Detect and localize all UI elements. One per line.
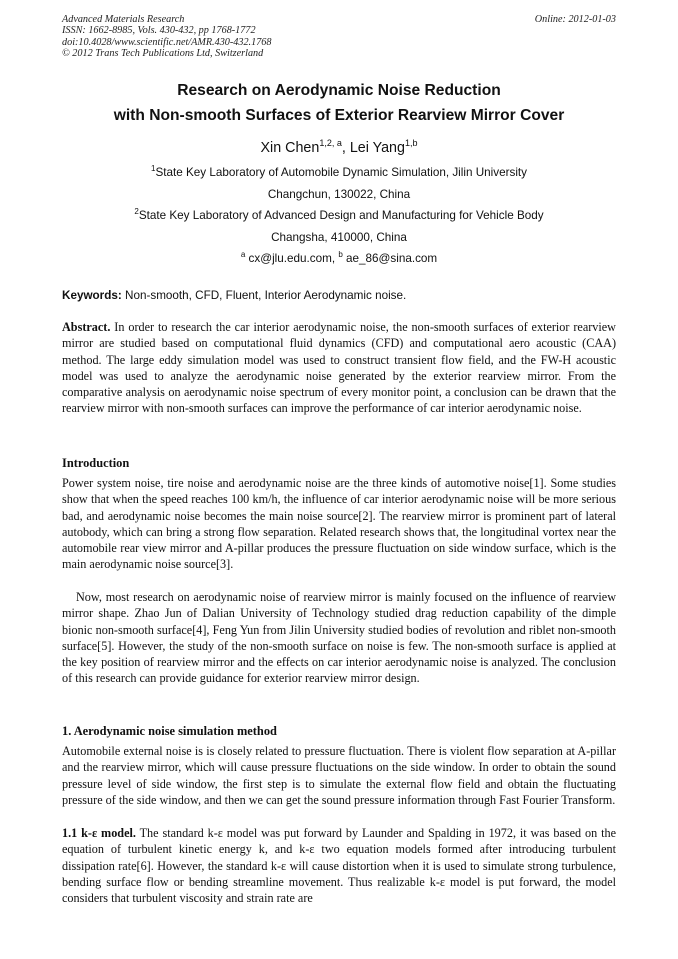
affiliation-2-city: Changsha, 410000, China (271, 231, 407, 244)
section-1-heading: 1. Aerodynamic noise simulation method (62, 724, 277, 738)
introduction-paragraph-1: Power system noise, tire noise and aerodynamic noise are the three kinds of automotive noise[1]. Some studies show that when the speed reaches 100 km/h, the influence of car interior aerodynamic noise will be more serious bad, and aerodynamic noise becomes the main noise source[2]. The rearview mirror is prominent part of lateral autobody, which can bring a strong flow separation. Related research shows that, the longitudinal vortex near the automobile rear view mirror and A-pillar produces the pressure fluctuation on side window surface, which is the main aerodynamic noise source[3]. (62, 476, 616, 572)
affiliation-2 (62, 209, 616, 222)
author-list (62, 140, 616, 156)
affiliation-2-marker: 2 (134, 207, 139, 216)
affiliation-2-text: State Key Laboratory of Advanced Design and Manufacturing for Vehicle Body (138, 209, 544, 222)
abstract (62, 319, 616, 417)
paper-title-line-2: with Non-smooth Surfaces of Exterior Rearview Mirror Cover (113, 107, 565, 124)
journal-header (62, 14, 616, 59)
copyright-line: © 2012 Trans Tech Publications Ltd, Switzerland (62, 47, 264, 59)
section-1-paragraph: Automobile external noise is is closely related to pressure fluctuation. There is violent flow separation at A-pillar and the rearview mirror, which will cause pressure fluctuations on the side window. In order to obtain the sound pressure level of side window, the first step is to simulate the external flow field and obtain the fluctuating pressure of the side window, and then we can get the sound pressure information through Fast Fourier Transform. (62, 744, 616, 807)
keywords-text: Non-smooth, CFD, Fluent, Interior Aerodynamic noise. (121, 289, 407, 302)
affiliation-1 (62, 166, 616, 179)
email-b: ae_86@sina.com (342, 252, 438, 265)
abstract-text: In order to research the car interior aerodynamic noise, the non-smooth surfaces of exterior rearview mirror are studied based on computational fluid dynamics (CFD) and computational aero acoustic (CAA) method. The large eddy simulation model was used to construct transient flow field, and the FW-H acoustic model was used to analyze the aerodynamic noise generated by the exterior rearview mirror. From the comparative analysis on aerodynamic noise spectrum of every monitor point, a conclusion can be drawn that the rearview mirror with non-smooth surfaces can improve the performance of car interior aerodynamic noise. (62, 320, 616, 416)
subsection-1-1-label: 1.1 k-ε model. (62, 826, 136, 840)
email-a: cx@jlu.edu.com, (245, 252, 339, 265)
affiliation-1-text: State Key Laboratory of Automobile Dynamic Simulation, Jilin University (155, 166, 528, 179)
email-a-marker: a (240, 250, 246, 259)
subsection-1-1-paragraph (62, 825, 616, 906)
introduction-heading: Introduction (62, 456, 130, 470)
author-2-affiliation: 1,b (404, 138, 418, 148)
author-separator: , (341, 140, 350, 156)
paper-title-line-1: Research on Aerodynamic Noise Reduction (177, 82, 501, 99)
introduction-paragraph-2: Now, most research on aerodynamic noise of rearview mirror is mainly focused on the influence of rearview mirror shape. Zhao Jun of Dalian University of Technology studied drag reduction capability of the dimple bionic non-smooth surface[4], Feng Yun from Jilin University studied bodies of revolution and riblet non-smooth surface[5]. However, the study of the non-smooth surface on noise is few. The non-smooth surface is applied at the key position of rearview mirror and the effects on car interior aerodynamic noise is analyzed. The conclusion of this research can provide guidance for exterior rearview mirror design. (62, 590, 616, 686)
email-line (62, 252, 616, 265)
author-1: Xin Chen (260, 140, 320, 156)
author-1-affiliation: 1,2, a (319, 138, 342, 148)
doi-line: doi:10.4028/www.scientific.net/AMR.430-432.1768 (62, 36, 272, 48)
keywords-label: Keywords: (62, 289, 122, 302)
abstract-label: Abstract. (62, 320, 111, 334)
online-date: Online: 2012-01-03 (534, 14, 616, 25)
affiliation-1-city: Changchun, 130022, China (267, 188, 411, 201)
journal-name: Advanced Materials Research (62, 14, 185, 25)
author-2: Lei Yang (349, 140, 405, 156)
subsection-1-1-text: The standard k-ε model was put forward by Launder and Spalding in 1972, it was based on the equation of turbulent kinetic energy k, and k-ε two equation models formed after introducing turbulent dissipation rate[6]. However, the standard k-ε will cause distortion when it is used to simulate strong turbulence, bending surface flow or bending streamline movement. Thus realizable k-ε model is put forward, the model considers that turbulent viscosity and strain rate are (62, 826, 616, 906)
email-b-marker: b (338, 250, 343, 259)
affiliation-1-marker: 1 (150, 164, 156, 173)
keywords (62, 289, 616, 302)
issn-line: ISSN: 1662-8985, Vols. 430-432, pp 1768-1772 (62, 25, 256, 37)
